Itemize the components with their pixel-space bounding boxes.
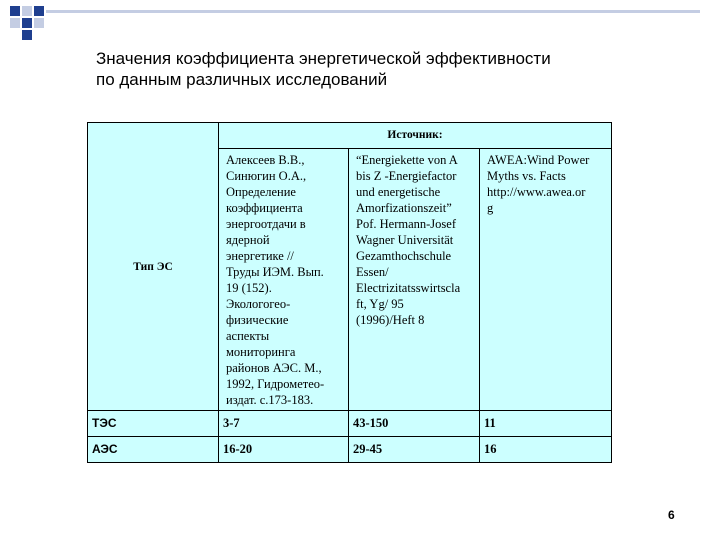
value-cell: 43-150: [349, 411, 480, 437]
source-line: ядерной: [226, 233, 270, 247]
source-line: коэффициента: [226, 201, 303, 215]
source-line: ft, Yg/ 95: [356, 297, 404, 311]
slide-title-line: Значения коэффициента энергетической эффективности: [96, 49, 551, 68]
source-line: 19 (152).: [226, 281, 272, 295]
source-line: мониторинга: [226, 345, 296, 359]
slide-title: [96, 48, 551, 90]
source-line: Amorfizationszeit”: [356, 201, 452, 215]
source-line: und energetische: [356, 185, 441, 199]
value-cell: 11: [480, 411, 612, 437]
slide-title-line: по данным различных исследований: [96, 70, 388, 89]
row-type-label: ТЭС: [88, 411, 219, 437]
deco-square-light: [34, 18, 44, 28]
type-column-header: Тип ЭС: [88, 123, 219, 411]
source-line: районов АЭС. М.,: [226, 361, 322, 375]
deco-square-light: [22, 6, 32, 16]
source-line: Синюгин О.А.,: [226, 169, 307, 183]
value-cell: 16-20: [219, 437, 349, 463]
corner-decoration: [0, 0, 720, 50]
deco-square-dark: [22, 30, 32, 40]
source-line: Gezamthochschule: [356, 249, 452, 263]
source-line: издат. с.173-183.: [226, 393, 314, 407]
value-cell: 16: [480, 437, 612, 463]
source-line: “Energiekette von A: [356, 153, 458, 167]
source-line: Wagner Universität: [356, 233, 454, 247]
source-line: AWEA:Wind Power: [487, 153, 590, 167]
source-line: аспекты: [226, 329, 270, 343]
source-line: Труды ИЭМ. Вып.: [226, 265, 324, 279]
source-line: физические: [226, 313, 289, 327]
source-line: http://www.awea.or: [487, 185, 586, 199]
deco-square-light: [10, 18, 20, 28]
source-line: Electrizitatsswirtscla: [356, 281, 461, 295]
row-type-label: АЭС: [88, 437, 219, 463]
source-line: bis Z -Energiefactor: [356, 169, 457, 183]
source-column-header: Источник:: [219, 123, 612, 149]
source-line: Myths vs. Facts: [487, 169, 566, 183]
deco-square-dark: [10, 6, 20, 16]
source-cell-wagner: [349, 149, 480, 411]
value-cell: 3-7: [219, 411, 349, 437]
table-row: [88, 411, 612, 437]
table-header-row: [88, 123, 612, 149]
source-line: 1992, Гидрометео-: [226, 377, 325, 391]
source-line: энергетике //: [226, 249, 294, 263]
deco-top-line: [46, 10, 700, 13]
deco-square-dark: [34, 6, 44, 16]
value-cell: 29-45: [349, 437, 480, 463]
source-cell-alekseev: [219, 149, 349, 411]
source-line: энергоотдачи в: [226, 217, 306, 231]
source-line: Алексеев В.В.,: [226, 153, 305, 167]
source-line: Экологогео-: [226, 297, 291, 311]
efficiency-table: [87, 122, 612, 463]
source-line: Определение: [226, 185, 296, 199]
deco-square-dark: [22, 18, 32, 28]
source-cell-awea: [480, 149, 612, 411]
page-number: 6: [668, 508, 675, 522]
source-line: (1996)/Heft 8: [356, 313, 425, 327]
source-line: Pof. Hermann-Josef: [356, 217, 456, 231]
source-line: Essen/: [356, 265, 389, 279]
table-row: [88, 437, 612, 463]
source-line: g: [487, 201, 494, 215]
